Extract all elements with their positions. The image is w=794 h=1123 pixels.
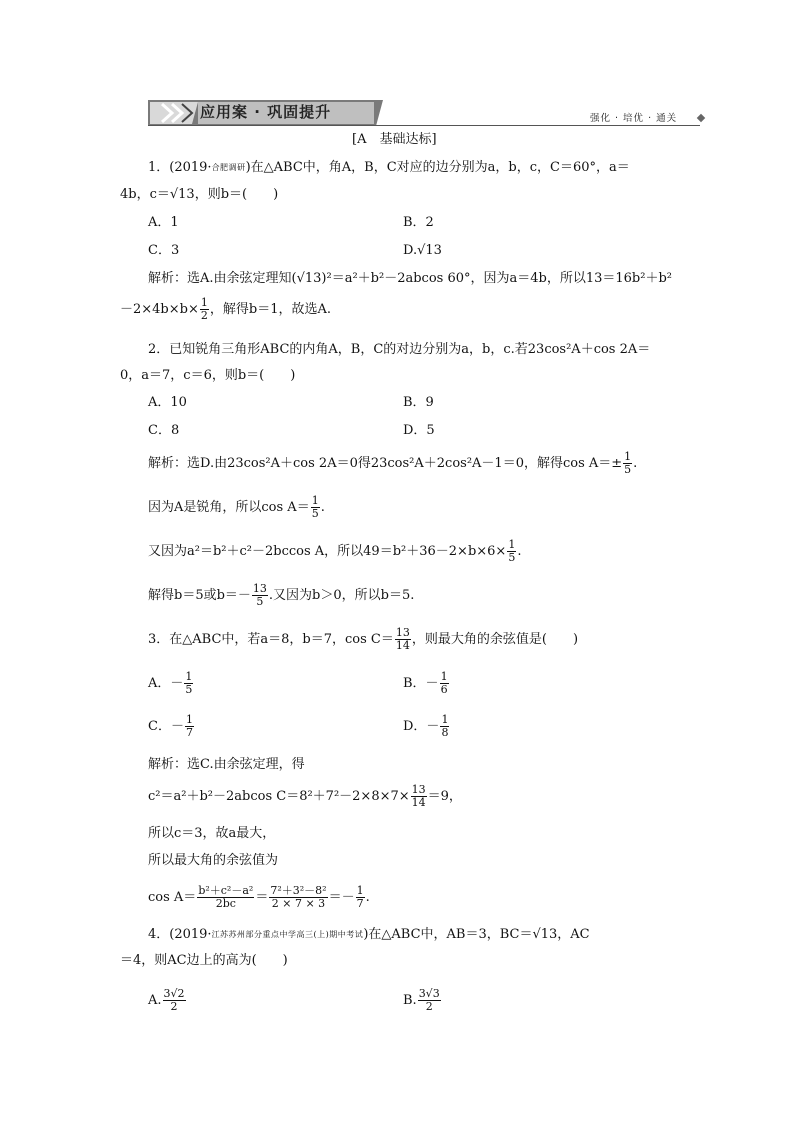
q1-option-d: D.√13 <box>403 243 442 258</box>
q2-stem-line1: 2．已知锐角三角形ABC的内角A，B，C的对边分别为a，b，c.若23cos²A＋cos 2A＝ <box>148 342 651 357</box>
section-title: [A 基础达标] <box>352 132 437 147</box>
q2-solution-line2: 因为A是锐角，所以cos A＝ $\frac{1}{5}$ . <box>148 494 325 520</box>
q3-option-b: B．－ $\frac{1}{6}$ <box>403 670 448 696</box>
fraction: $\frac{1}{7}$ <box>356 884 364 910</box>
q1-solution-line1: 解析：选A.由余弦定理知(√13)²＝a²＋b²－2abcos 60°，因为a＝4b，所以13＝16b²＋b² <box>148 271 672 286</box>
q2-option-c: C．8 <box>148 423 180 438</box>
fraction: $\frac{3√2}{2}$ <box>163 987 185 1013</box>
q3-solution-line4: 所以最大角的余弦值为 <box>148 853 279 868</box>
q2-option-a: A．10 <box>148 395 187 410</box>
q3-option-d: D．－ $\frac{1}{8}$ <box>403 713 449 739</box>
q1-source: 合肥调研 <box>211 163 246 172</box>
q3-stem-line1: 3．在△ABC中，若a＝8，b＝7，cos C＝ $\frac{13}{14}$ ，则最大角的余弦值是( ) <box>148 626 579 652</box>
q2-option-d: D．5 <box>403 423 435 438</box>
q2-solution-line4: 解得b＝5或b＝－ $\frac{13}{5}$ .又因为b＞0，所以b＝5. <box>148 582 415 608</box>
q1-option-a: A．1 <box>148 215 179 230</box>
fraction: $\frac{1}{6}$ <box>440 670 448 696</box>
q3-option-c: C．－ $\frac{1}{7}$ <box>148 713 193 739</box>
fraction: $\frac{13}{5}$ <box>252 582 267 608</box>
fraction: $\frac{\text{b²＋c²－a²}}{2bc}$ <box>198 884 254 910</box>
q4-option-b: B. $\frac{3√3}{2}$ <box>403 987 440 1013</box>
fraction: $\frac{1}{7}$ <box>185 713 193 739</box>
q4-option-a: A. $\frac{3√2}{2}$ <box>148 987 185 1013</box>
q2-solution-line1: 解析：选D.由23cos²A＋cos 2A＝0得23cos²A＋2cos²A－1＝0，解得cos A＝± $\frac{1}{5}$ . <box>148 450 638 476</box>
fraction: $\frac{13}{14}$ <box>395 626 410 652</box>
fraction: $\frac{13}{14}$ <box>411 783 426 809</box>
banner-title: 应用案 · 巩固提升 <box>200 103 332 121</box>
q4-source: 江苏苏州部分重点中学高三(上)期中考试 <box>211 930 364 939</box>
diamond-icon <box>697 114 705 122</box>
q1-stem-line2: 4b，c＝√13，则b＝( ) <box>120 187 279 202</box>
q4-stem-line1: 4．(2019·江苏苏州部分重点中学高三(上)期中考试)在△ABC中，AB＝3，BC＝√13，AC <box>148 927 590 942</box>
fraction: $\frac{\text{7²＋3²－8²}}{2 \times 7 \times 3}$ <box>270 884 327 910</box>
fraction: $\frac{1}{2}$ <box>200 296 208 322</box>
q2-solution-line3: 又因为a²＝b²＋c²－2bccos A，所以49＝b²＋36－2×b×6× $\frac{1}{5}$ . <box>148 538 522 564</box>
q4-stem-line2: ＝4，则AC边上的高为( ) <box>120 953 288 968</box>
header-tagline: 强化 · 培优 · 通关 <box>590 113 678 124</box>
q2-option-b: B．9 <box>403 395 434 410</box>
header-banner <box>148 100 383 126</box>
q2-stem-line2: 0，a＝7，c＝6，则b＝( ) <box>120 368 296 383</box>
q1-option-c: C．3 <box>148 243 180 258</box>
q3-solution-line5: cos A＝ $\frac{\text{b²＋c²－a²}}{2bc}$ ＝ $\frac{\text{7²＋3²－8²}}{2 \times 7 \times 3}$ ＝－ $\frac{1}{7}$ . <box>148 884 370 910</box>
fraction: $\frac{3√3}{2}$ <box>418 987 440 1013</box>
fraction: $\frac{1}{5}$ <box>508 538 516 564</box>
fraction: $\frac{1}{5}$ <box>185 670 193 696</box>
header-rule <box>148 125 700 126</box>
q3-option-a: A．－ $\frac{1}{5}$ <box>148 670 193 696</box>
fraction: $\frac{1}{5}$ <box>311 494 319 520</box>
fraction: $\frac{1}{5}$ <box>624 450 632 476</box>
q3-solution-line1: 解析：选C.由余弦定理，得 <box>148 757 305 772</box>
q1-option-b: B．2 <box>403 215 434 230</box>
fraction: $\frac{1}{8}$ <box>441 713 449 739</box>
q1-stem-line1: 1．(2019·合肥调研)在△ABC中，角A，B，C对应的边分别为a，b，c，C＝60°，a＝ <box>148 160 630 175</box>
q3-solution-line3: 所以c＝3，故a最大， <box>148 826 276 841</box>
q1-solution-line2: －2×4b×b× $\frac{1}{2}$ ，解得b＝1，故选A. <box>120 296 331 322</box>
q3-solution-line2: c²＝a²＋b²－2abcos C＝8²＋7²－2×8×7× $\frac{13}{14}$ ＝9， <box>148 783 462 809</box>
